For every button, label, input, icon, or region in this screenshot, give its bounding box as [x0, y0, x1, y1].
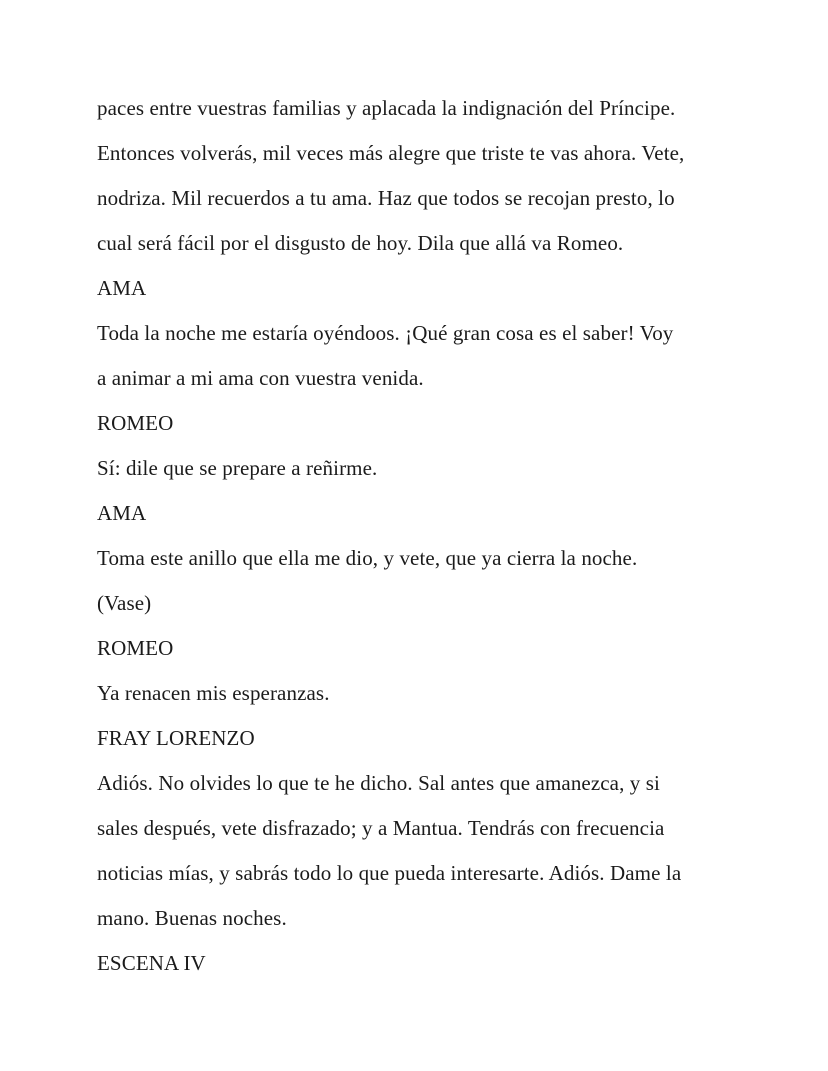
- speaker-heading: AMA: [97, 501, 147, 525]
- dialogue-line: mano. Buenas noches.: [97, 906, 287, 930]
- scene-heading: ESCENA IV: [97, 951, 206, 975]
- dialogue-line: a animar a mi ama con vuestra venida.: [97, 366, 424, 390]
- dialogue-line: Entonces volverás, mil veces más alegre que triste te vas ahora. Vete,: [97, 141, 685, 165]
- dialogue-line: Toma este anillo que ella me dio, y vete, que ya cierra la noche.: [97, 546, 638, 570]
- dialogue-line: sales después, vete disfrazado; y a Mantua. Tendrás con frecuencia: [97, 816, 665, 840]
- document-text-block: [97, 86, 797, 986]
- dialogue-line: nodriza. Mil recuerdos a tu ama. Haz que todos se recojan presto, lo: [97, 186, 675, 210]
- stage-direction: (Vase): [97, 591, 152, 615]
- dialogue-line: Adiós. No olvides lo que te he dicho. Sal antes que amanezca, y si: [97, 771, 660, 795]
- speaker-heading: FRAY LORENZO: [97, 726, 255, 750]
- dialogue-line: Sí: dile que se prepare a reñirme.: [97, 456, 378, 480]
- dialogue-line: Ya renacen mis esperanzas.: [97, 681, 330, 705]
- speaker-heading: ROMEO: [97, 636, 174, 660]
- dialogue-line: paces entre vuestras familias y aplacada la indignación del Príncipe.: [97, 96, 676, 120]
- speaker-heading: ROMEO: [97, 411, 174, 435]
- dialogue-line: noticias mías, y sabrás todo lo que pueda interesarte. Adiós. Dame la: [97, 861, 682, 885]
- dialogue-line: cual será fácil por el disgusto de hoy. Dila que allá va Romeo.: [97, 231, 624, 255]
- speaker-heading: AMA: [97, 276, 147, 300]
- dialogue-line: Toda la noche me estaría oyéndoos. ¡Qué gran cosa es el saber! Voy: [97, 321, 674, 345]
